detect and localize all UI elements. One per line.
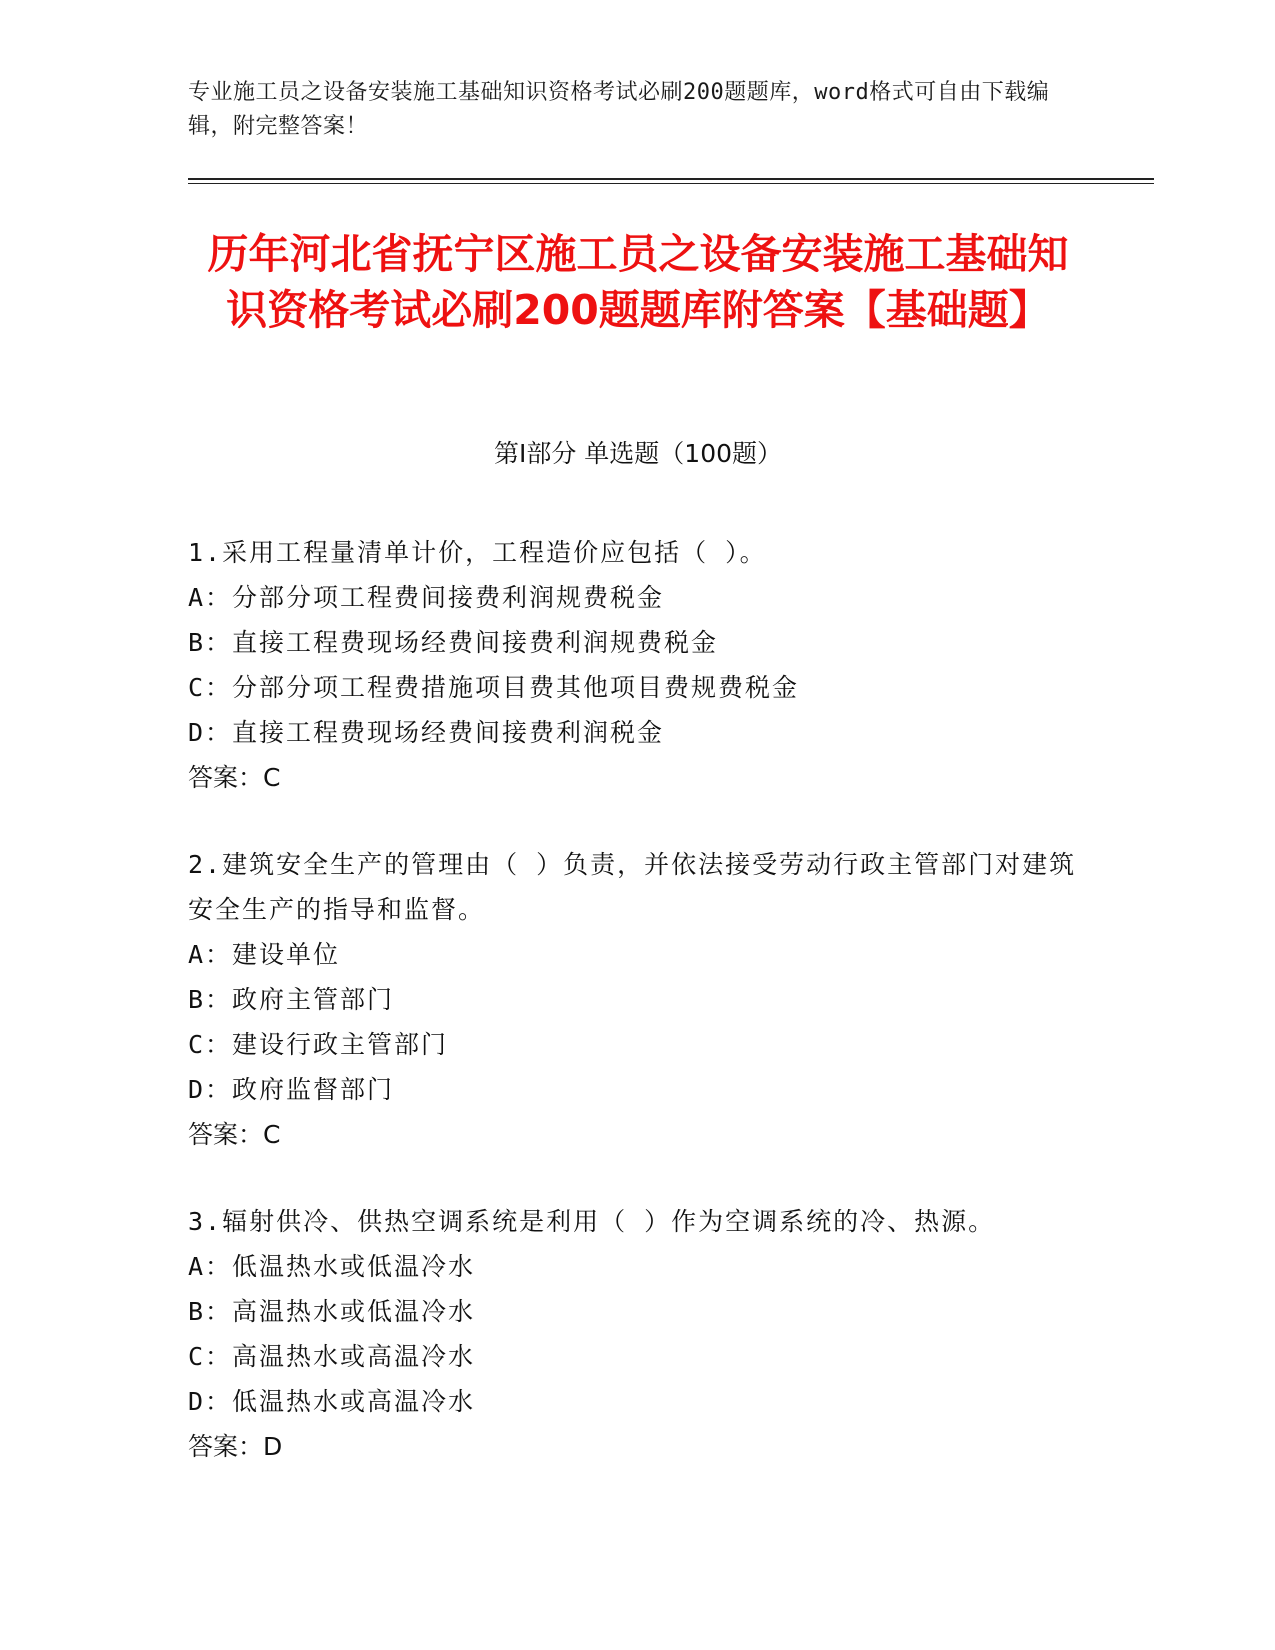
option-d: D：政府监督部门 — [188, 1075, 395, 1104]
option-a: A：分部分项工程费间接费利润规费税金 — [188, 583, 665, 612]
header-divider-thick — [188, 178, 1154, 180]
answer: 答案：C — [188, 763, 281, 792]
question-list — [188, 530, 1088, 1511]
option-b: B：高温热水或低温冷水 — [188, 1297, 476, 1326]
option-a: A：低温热水或低温冷水 — [188, 1252, 476, 1281]
answer: 答案：D — [188, 1432, 283, 1461]
option-d: D：直接工程费现场经费间接费利润税金 — [188, 718, 665, 747]
option-d: D：低温热水或高温冷水 — [188, 1387, 476, 1416]
question-2 — [188, 842, 1088, 1157]
question-stem: 3.辐射供冷、供热空调系统是利用（ ）作为空调系统的冷、热源。 — [188, 1207, 996, 1236]
option-b: B：政府主管部门 — [188, 985, 395, 1014]
section-title: 第I部分 单选题（100题） — [493, 439, 783, 468]
option-c: C：高温热水或高温冷水 — [188, 1342, 476, 1371]
option-b: B：直接工程费现场经费间接费利润规费税金 — [188, 628, 719, 657]
option-a: A：建设单位 — [188, 940, 341, 969]
question-1 — [188, 530, 1088, 800]
header-note: 专业施工员之设备安装施工基础知识资格考试必刷200题题库，word格式可自由下载编辑，附完整答案！ — [188, 80, 1050, 139]
question-3 — [188, 1199, 1088, 1469]
option-c: C：分部分项工程费措施项目费其他项目费规费税金 — [188, 673, 800, 702]
answer: 答案：C — [188, 1120, 281, 1149]
header-divider-thin — [188, 183, 1154, 184]
question-stem: 1.采用工程量清单计价，工程造价应包括（ ）。 — [188, 538, 767, 567]
document-title: 历年河北省抚宁区施工员之设备安装施工基础知识资格考试必刷200题题库附答案【基础题】 — [207, 230, 1069, 334]
option-c: C：建设行政主管部门 — [188, 1030, 449, 1059]
question-stem: 2.建筑安全生产的管理由（ ）负责，并依法接受劳动行政主管部门对建筑安全生产的指导和监督。 — [188, 850, 1077, 924]
